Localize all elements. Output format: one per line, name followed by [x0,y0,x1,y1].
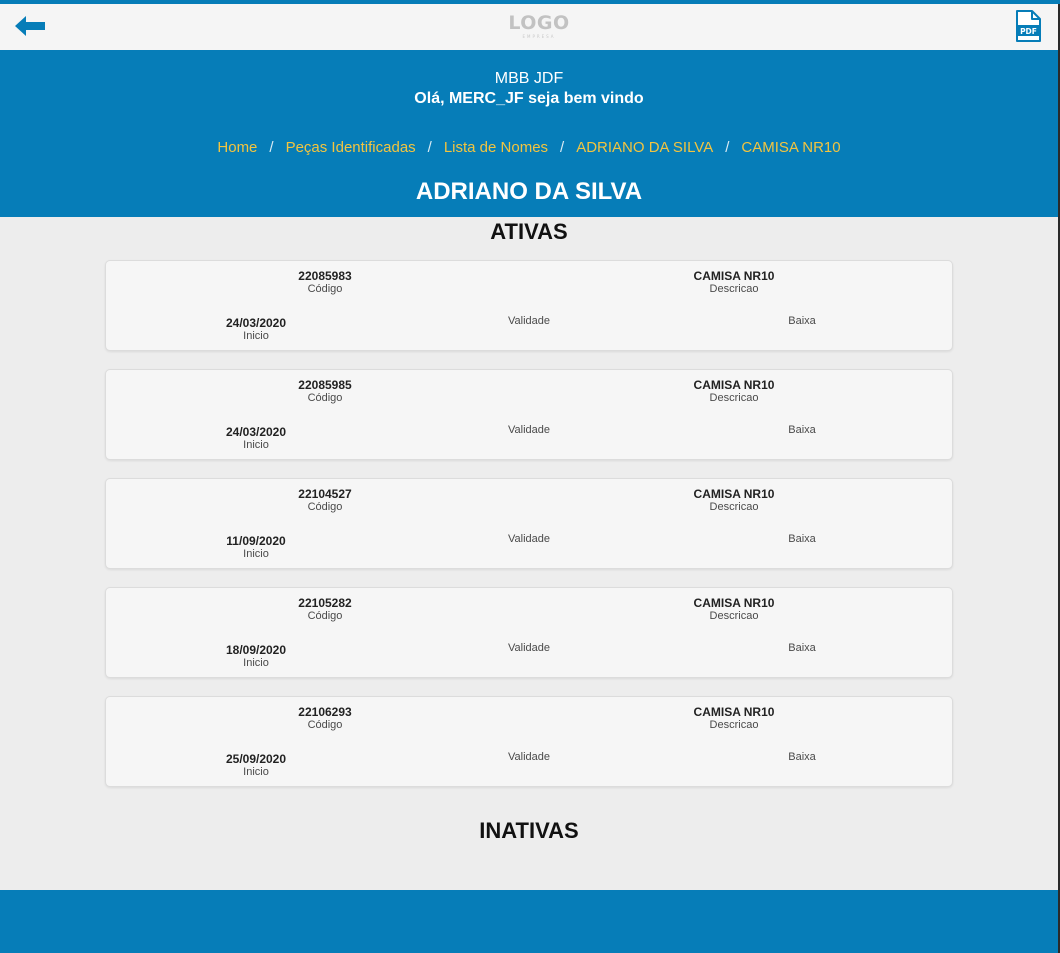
start-field [166,752,346,779]
start-value: 24/03/2020 [225,425,287,439]
code-label: Código [307,719,343,731]
breadcrumb-separator: / [269,139,274,156]
breadcrumb-home[interactable]: Home [217,139,258,156]
description-field [644,705,824,732]
description-label: Descricao [709,501,759,513]
description-value: CAMISA NR10 [693,269,775,283]
description-label: Descricao [709,283,759,295]
start-label: Inicio [243,657,269,669]
description-label: Descricao [709,719,759,731]
breadcrumb-separator: / [725,139,730,156]
validity-label: Validade [508,315,550,327]
description-field [644,269,824,296]
start-value: 18/09/2020 [225,643,287,657]
footer-bar [0,890,1058,953]
pdf-file-icon [1015,10,1041,42]
item-card[interactable] [105,369,953,460]
logo-text: LOGO [508,12,570,34]
code-field [235,596,415,623]
description-field [644,378,824,405]
description-label: Descricao [709,392,759,404]
write-off-label: Baixa [788,533,816,545]
item-card[interactable] [105,696,953,787]
start-field [166,316,346,343]
validity-field [439,424,619,437]
write-off-field [712,315,892,328]
start-value: 25/09/2020 [225,752,287,766]
logo-subtext: EMPRESA [522,34,556,39]
validity-field [439,642,619,655]
code-value: 22105282 [298,596,352,610]
welcome-message: Olá, MERC_JF seja bem vindo [414,90,644,107]
pdf-export-button[interactable] [1015,10,1041,42]
write-off-label: Baixa [788,642,816,654]
description-value: CAMISA NR10 [693,596,775,610]
pdf-label: PDF [1020,27,1037,36]
code-field [235,269,415,296]
validity-label: Validade [508,642,550,654]
page-title: ADRIANO DA SILVA [415,178,643,205]
company-name: MBB JDF [494,70,564,87]
validity-field [439,533,619,546]
validity-label: Validade [508,533,550,545]
description-value: CAMISA NR10 [693,378,775,392]
company-logo [508,12,570,42]
validity-label: Validade [508,751,550,763]
write-off-label: Baixa [788,315,816,327]
top-bar [0,4,1058,50]
description-field [644,487,824,514]
breadcrumb-person[interactable]: ADRIANO DA SILVA [576,139,714,156]
write-off-field [712,642,892,655]
code-field [235,705,415,732]
code-label: Código [307,392,343,404]
code-field [235,487,415,514]
item-card[interactable] [105,478,953,569]
item-card[interactable] [105,587,953,678]
code-field [235,378,415,405]
arrow-left-icon [14,14,46,38]
write-off-field [712,751,892,764]
code-value: 22085985 [298,378,352,392]
breadcrumb-identified-parts[interactable]: Peças Identificadas [285,139,416,156]
validity-field [439,315,619,328]
start-field [166,425,346,452]
breadcrumb-separator: / [427,139,432,156]
start-field [166,643,346,670]
start-label: Inicio [243,766,269,778]
validity-field [439,751,619,764]
start-label: Inicio [243,330,269,342]
validity-label: Validade [508,424,550,436]
breadcrumb-name-list[interactable]: Lista de Nomes [443,139,549,156]
code-label: Código [307,501,343,513]
breadcrumb [0,139,1058,157]
code-label: Código [307,610,343,622]
back-button[interactable] [14,14,46,38]
inactive-section-title: INATIVAS [479,818,579,843]
active-section-title: ATIVAS [490,219,568,244]
breadcrumb-item[interactable]: CAMISA NR10 [741,139,841,156]
description-field [644,596,824,623]
write-off-label: Baixa [788,751,816,763]
header-banner [0,50,1058,217]
code-value: 22085983 [298,269,352,283]
start-value: 24/03/2020 [225,316,287,330]
write-off-field [712,424,892,437]
write-off-field [712,533,892,546]
code-value: 22106293 [298,705,352,719]
start-field [166,534,346,561]
description-label: Descricao [709,610,759,622]
description-value: CAMISA NR10 [693,487,775,501]
item-card[interactable] [105,260,953,351]
start-label: Inicio [243,439,269,451]
code-value: 22104527 [298,487,352,501]
breadcrumb-separator: / [560,139,565,156]
code-label: Código [307,283,343,295]
start-value: 11/09/2020 [226,534,286,548]
write-off-label: Baixa [788,424,816,436]
description-value: CAMISA NR10 [693,705,775,719]
start-label: Inicio [243,548,269,560]
